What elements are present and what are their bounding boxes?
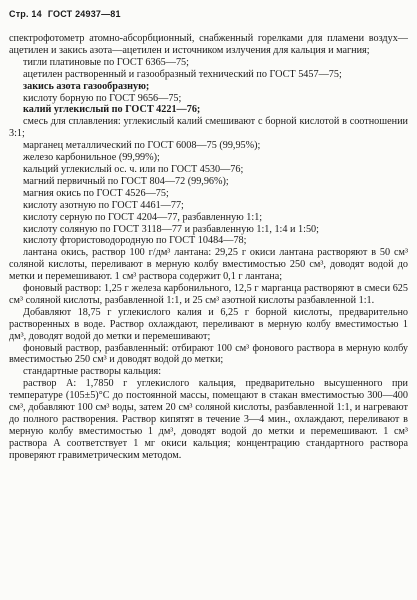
paragraph-p14: кислоту серную по ГОСТ 4204—77, разбавленную 1:1;: [23, 211, 263, 223]
paragraph-p17: лантана окись, раствор 100 г/дм³ лантана: 29,25 г окиси лантана растворяют в 50 см³ соляной кислоты, переливают в мерную колбу вместимостью 250 см³, доводят водой до метки и перемешивают. 1 см³ раствора содержит 0,1 г лантана;: [9, 247, 408, 283]
paragraph-p7: смесь для сплавления: углекислый калий смешивают с борной кислотой в соотношении 3:1;: [9, 116, 408, 140]
paragraph-p16: кислоту фтористоводородную по ГОСТ 10484—78;: [23, 235, 247, 247]
paragraph-p6: калий углекислый по ГОСТ 4221—76;: [23, 104, 201, 116]
document-body: [9, 33, 408, 462]
paragraph-p13: кислоту азотную по ГОСТ 4461—77;: [23, 199, 184, 211]
paragraph-p8: марганец металлический по ГОСТ 6008—75 (99,95%);: [23, 140, 261, 152]
paragraph-p4: закись азота газообразную;: [23, 80, 150, 92]
paragraph-p2: тигли платиновые по ГОСТ 6365—75;: [23, 56, 189, 68]
paragraph-p12: магния окись по ГОСТ 4526—75;: [23, 187, 169, 199]
paragraph-p5: кислоту борную по ГОСТ 9656—75;: [23, 92, 182, 104]
paragraph-p21: стандартные растворы кальция:: [23, 366, 162, 378]
paragraph-p18: фоновый раствор: 1,25 г железа карбонильного, 12,5 г марганца растворяют в смеси 625 см³ соляной кислоты, разбавленной 1:1, и 25 см³ азотной кислоты разбавленной 1:1.: [9, 283, 408, 306]
paragraph-p3: ацетилен растворенный и газообразный технический по ГОСТ 5457—75;: [23, 68, 342, 80]
paragraph-p19: Добавляют 18,75 г углекислого калия и 6,25 г борной кислоты, предварительно растворенных в воде. Раствор охлаждают, переливают в мерную колбу вместимостью 1 дм³, доводят водой до метки и перемешивают;: [9, 306, 408, 342]
paragraph-p20: фоновый раствор, разбавленный: отбирают 100 см³ фонового раствора в мерную колбу вместимостью 250 см³ и доводят водой до метки;: [9, 342, 408, 366]
paragraph-p22: раствор А: 1,7850 г углекислого кальция, предварительно высушенного при температуре (105±5)°С до постоянной массы, помещают в стакан вместимостью 300—400 см³, добавляют 100 см³ воды, затем 20 см³ соляной кислоты, разбавленной 1:1, и нагревают до полного растворения. Раствор кипятят в течение 3—4 мин., охлаждают, переливают в мерную колбу вместимостью 1 дм³, доводят водой до метки и перемешивают. 1 см³ раствора А соответствует 1 мг окиси кальция; концентрацию стандартного раствора проверяют гравиметрическим методом.: [9, 378, 408, 461]
paragraph-p15: кислоту соляную по ГОСТ 3118—77 и разбавленную 1:1, 1:4 и 1:50;: [23, 223, 319, 235]
paragraph-p9: железо карбонильное (99,99%);: [23, 152, 160, 164]
page-number: Стр. 14: [9, 9, 42, 19]
standard-code: ГОСТ 24937—81: [47, 9, 121, 19]
paragraph-p10: кальций углекислый ос. ч. или по ГОСТ 4530—76;: [23, 163, 244, 175]
paragraph-p1: спектрофотометр атомно-абсорбционный, снабженный горелками для пламени воздух—ацетилен и закись азота—ацетилен и источником излучения для кальция и магния;: [9, 33, 408, 56]
paragraph-p11: магний первичный по ГОСТ 804—72 (99,96%);: [23, 175, 229, 187]
page-header: [9, 9, 121, 19]
